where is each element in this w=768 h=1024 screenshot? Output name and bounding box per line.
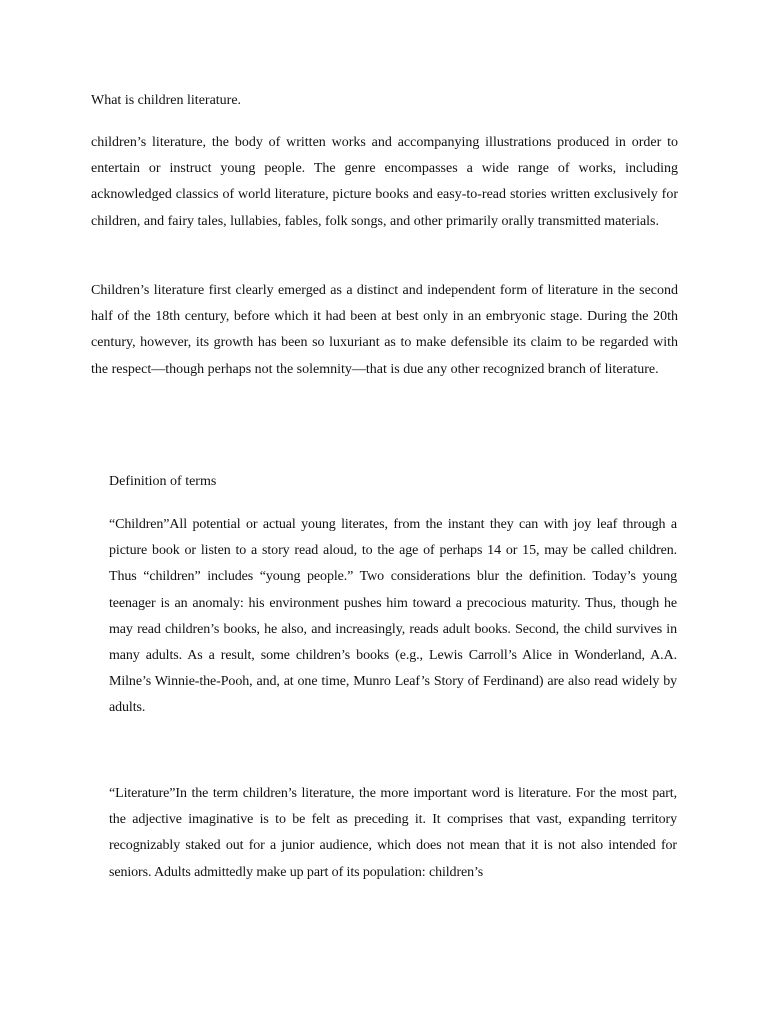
- history-paragraph: Children’s literature first clearly emerged as a distinct and independent form of literature in the second half of the 18th century, before which it had been at best only in an embryonic stage. During the 20th century, however, its growth has been so luxuriant as to make defensible its claim to be regarded with the respect—though perhaps not the solemnity—that is due any other recognized branch of literature.: [91, 283, 678, 377]
- definition-literature-paragraph: “Literature”In the term children’s literature, the more important word is literature. For the most part, the adjective imaginative is to be felt as preceding it. It comprises that vast, expanding territory recognizably staked out for a junior audience, which does not mean that it is not also intended for seniors. Adults admittedly make up part of its population: children’s: [109, 786, 677, 880]
- intro-paragraph: children’s literature, the body of written works and accompanying illustrations produced in order to entertain or instruct young people. The genre encompasses a wide range of works, including acknowledged classics of world literature, picture books and easy-to-read stories written exclusively for children, and fairy tales, lullabies, fables, folk songs, and other primarily orally transmitted materials.: [91, 135, 678, 229]
- definition-children-paragraph: “Children”All potential or actual young literates, from the instant they can with joy leaf through a picture book or listen to a story read aloud, to the age of perhaps 14 or 15, may be called children. Thus “children” includes “young people.” Two considerations blur the definition. Today’s young teenager is an anomaly: his environment pushes him toward a precocious maturity. Thus, though he may read children’s books, he also, and increasingly, reads adult books. Second, the child survives in many adults. As a result, some children’s books (e.g., Lewis Carroll’s Alice in Wonderland, A.A. Milne’s Winnie-the-Pooh, and, at one time, Munro Leaf’s Story of Ferdinand) are also read widely by adults.: [109, 517, 677, 716]
- section-heading-definitions: Definition of terms: [109, 474, 217, 489]
- document-title: What is children literature.: [91, 93, 242, 108]
